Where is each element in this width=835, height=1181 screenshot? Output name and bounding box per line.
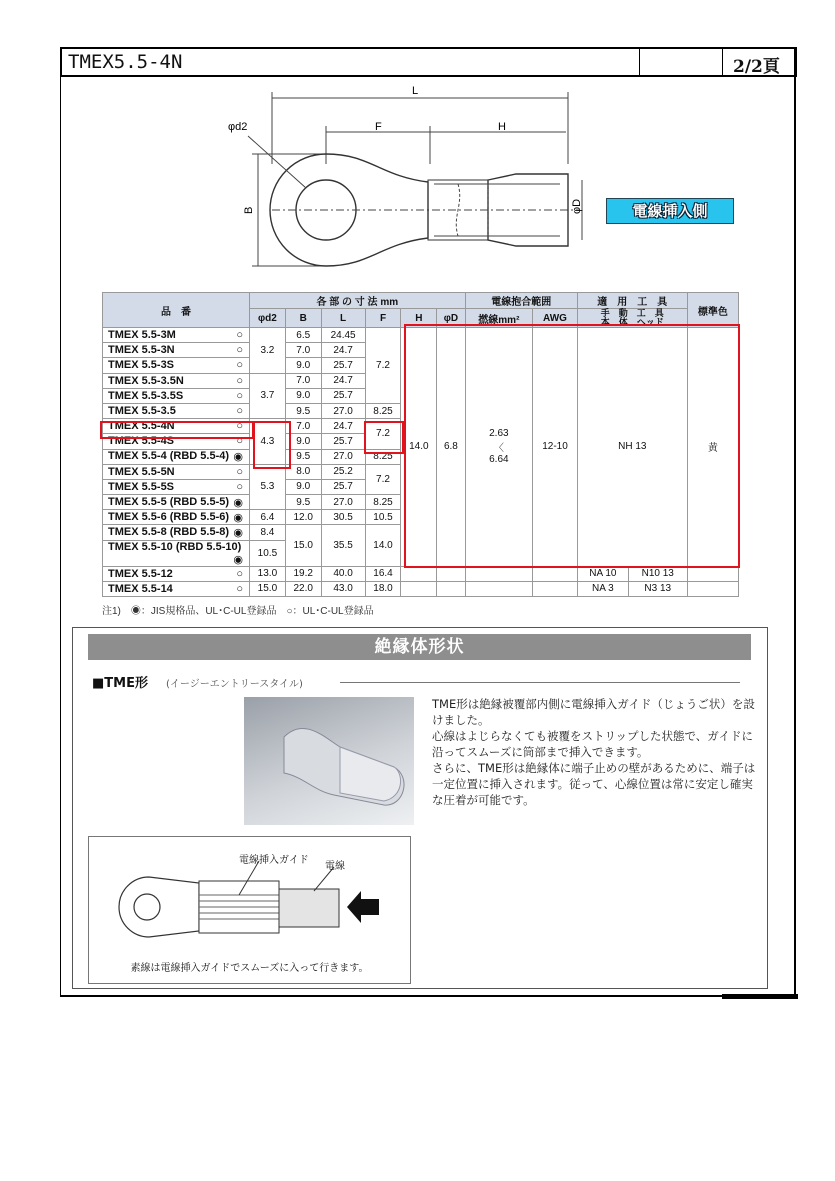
part-number-cell: TMEX 5.5-3.5N ○ <box>103 373 250 388</box>
description-paragraph: さらに、TME形は絶縁体に端子止めの壁があるために、端子は一定位置に挿入されます。従って、心線位置は常に安定し確実な圧着が可能です。 <box>432 761 756 807</box>
label-H: H <box>498 121 506 133</box>
description <box>432 696 756 808</box>
highlight-box <box>404 324 740 568</box>
cell: 15.0 <box>250 581 286 596</box>
col-d: φD <box>437 309 465 328</box>
mark-icon: ○ <box>236 329 243 342</box>
terminal-drawing <box>220 84 750 274</box>
cell: 8.0 <box>285 464 321 479</box>
cell: 黄 <box>687 328 738 567</box>
cell: 9.0 <box>285 434 321 449</box>
col-tool: 適 用 工 具 <box>577 293 687 309</box>
cell: 9.5 <box>285 403 321 418</box>
mark-icon: ○ <box>236 465 243 478</box>
cell: 4.3 <box>250 419 286 465</box>
cell: 25.7 <box>321 358 365 373</box>
part-number-cell: TMEX 5.5-4 (RBD 5.5-4) ◉ <box>103 449 250 464</box>
mark-icon: ◉ <box>233 511 243 524</box>
cell <box>687 566 738 581</box>
cell: 7.2 <box>365 419 401 449</box>
mark-icon: ○ <box>236 567 243 580</box>
table-row <box>103 566 739 581</box>
cell: 8.4 <box>250 525 286 540</box>
cell: 19.2 <box>285 566 321 581</box>
guide-label: 電線挿入ガイド <box>239 855 309 866</box>
col-wire-range: 電線抱合範囲 <box>465 293 577 309</box>
section-subtitle: ■TME形 <box>92 676 148 691</box>
col-part-number: 品 番 <box>103 293 250 328</box>
cell: 3.7 <box>250 373 286 419</box>
cell <box>401 566 437 581</box>
cell: 25.2 <box>321 464 365 479</box>
highlight-box <box>253 421 291 469</box>
cell: 22.0 <box>285 581 321 596</box>
cell: 15.0 <box>285 525 321 566</box>
mark-icon: ○ <box>236 480 243 493</box>
figure-caption: 素線は電線挿入ガイドでスムーズに入って行きます。 <box>130 963 369 974</box>
cell <box>437 581 465 596</box>
cell: 6.5 <box>285 328 321 343</box>
product-photo <box>244 697 414 825</box>
cell: 43.0 <box>321 581 365 596</box>
cell <box>533 581 578 596</box>
col-dimensions: 各 部 の 寸 法 mm <box>250 293 466 309</box>
divider <box>639 49 640 75</box>
col-b: B <box>285 309 321 328</box>
cell <box>533 566 578 581</box>
part-number-cell: TMEX 5.5-12 ○ <box>103 566 250 581</box>
mark-icon: ○ <box>236 435 243 448</box>
mark-icon: ◉ <box>233 527 243 540</box>
cell: N10 13 <box>628 566 687 581</box>
cell: 25.7 <box>321 388 365 403</box>
cell: 12.0 <box>285 510 321 525</box>
col-h: H <box>401 309 437 328</box>
part-number-cell: TMEX 5.5-4N ○ <box>103 419 250 434</box>
cell: 24.7 <box>321 343 365 358</box>
highlight-box <box>100 421 254 439</box>
cell: 9.0 <box>285 358 321 373</box>
cell: 27.0 <box>321 403 365 418</box>
part-number-cell: TMEX 5.5-5 (RBD 5.5-5) ◉ <box>103 495 250 510</box>
cell <box>401 581 437 596</box>
cell: 25.7 <box>321 479 365 494</box>
terminal-photo-icon <box>244 697 414 825</box>
cell: 8.25 <box>365 449 401 464</box>
col-awg: AWG <box>533 309 578 328</box>
cell: 7.0 <box>285 373 321 388</box>
wire-insertion-side-tag: 電線挿入側 <box>606 198 734 224</box>
cell: 9.0 <box>285 388 321 403</box>
cell: 24.7 <box>321 373 365 388</box>
part-number-cell: TMEX 5.5-3.5S ○ <box>103 388 250 403</box>
cell: 14.0 <box>401 328 437 567</box>
divider <box>722 49 723 75</box>
part-number-cell: TMEX 5.5-14 ○ <box>103 581 250 596</box>
mark-icon: ○ <box>236 344 243 357</box>
cell <box>465 581 533 596</box>
mark-icon: ○ <box>236 420 243 433</box>
cell: N3 13 <box>628 581 687 596</box>
cell: 6.4 <box>250 510 286 525</box>
cell: 16.4 <box>365 566 401 581</box>
part-number-cell: TMEX 5.5-4S ○ <box>103 434 250 449</box>
label-B: B <box>243 206 255 214</box>
description-paragraph: 心線はよじらなくても被覆をストリップした状態で、ガイドに沿ってスムーズに筒部まで挿入できます。 <box>432 729 753 759</box>
insertion-figure <box>88 836 411 984</box>
cell: 9.5 <box>285 495 321 510</box>
mark-icon: ◉ <box>233 496 243 509</box>
mark-icon: ◉ <box>233 451 243 464</box>
wire-label: 電線 <box>325 861 345 872</box>
part-number-cell: TMEX 5.5-5S ○ <box>103 479 250 494</box>
mark-icon: ○ <box>236 405 243 418</box>
cell: 18.0 <box>365 581 401 596</box>
description-paragraph: TME形は絶縁被覆部内側に電線挿入ガイド（じょうご状）を設けました。 <box>432 697 755 727</box>
label-D: φD <box>571 198 583 214</box>
cell: 7.2 <box>365 464 401 494</box>
cell: 25.7 <box>321 434 365 449</box>
page-title: TMEX5.5-4N <box>68 51 183 73</box>
footnote: 注1) ◉：JIS規格品、UL･C-UL登録品 ○：UL･C-UL登録品 <box>102 606 374 617</box>
table-row <box>103 581 739 596</box>
mark-icon: ○ <box>236 359 243 372</box>
cell: 14.0 <box>365 525 401 566</box>
mark-icon: ◉ <box>233 553 243 566</box>
cell: 24.7 <box>321 419 365 434</box>
mark-icon: ○ <box>236 389 243 402</box>
cell: 10.5 <box>250 540 286 566</box>
cell: 12-10 <box>533 328 578 567</box>
col-color: 標準色 <box>687 293 738 328</box>
title-bar <box>60 47 797 77</box>
part-number-cell: TMEX 5.5-10 (RBD 5.5-10) ◉ <box>103 540 250 566</box>
cell: 8.25 <box>365 495 401 510</box>
cell <box>465 566 533 581</box>
cell: 6.8 <box>437 328 465 567</box>
cell: 40.0 <box>321 566 365 581</box>
cell <box>437 566 465 581</box>
part-number-cell: TMEX 5.5-8 (RBD 5.5-8) ◉ <box>103 525 250 540</box>
cell: 27.0 <box>321 495 365 510</box>
part-number-cell: TMEX 5.5-3.5 ○ <box>103 403 250 418</box>
tool-body-label: 手 動 工 具 <box>600 308 664 318</box>
section-banner: 絶縁体形状 <box>88 634 751 660</box>
cell: 9.5 <box>285 449 321 464</box>
cell: 35.5 <box>321 525 365 566</box>
cell: 7.0 <box>285 419 321 434</box>
bottom-bar <box>722 994 798 999</box>
label-L: L <box>412 85 419 97</box>
divider <box>340 682 740 683</box>
part-number-cell: TMEX 5.5-3S ○ <box>103 358 250 373</box>
cell: 7.0 <box>285 343 321 358</box>
cell: 24.45 <box>321 328 365 343</box>
cell: 13.0 <box>250 566 286 581</box>
cell: 5.3 <box>250 464 286 510</box>
tool-sub2-label: ヘッド <box>636 317 664 327</box>
cell: 8.25 <box>365 403 401 418</box>
cell: NH 13 <box>577 328 687 567</box>
cell: 7.2 <box>365 328 401 404</box>
cell <box>687 581 738 596</box>
col-l: L <box>321 309 365 328</box>
tool-sub1-label: 本 体 <box>600 317 628 327</box>
cell: NA 10 <box>577 566 628 581</box>
cell: 3.2 <box>250 328 286 374</box>
cell: 2.63 〈 6.64 <box>465 328 533 567</box>
highlight-box <box>364 421 404 454</box>
cell: 9.0 <box>285 479 321 494</box>
col-d2: φd2 <box>250 309 286 328</box>
col-mm2: 撚線mm² <box>465 309 533 328</box>
col-f: F <box>365 309 401 328</box>
cell: NA 3 <box>577 581 628 596</box>
section-subtitle-note: (イージーエントリースタイル) <box>166 679 303 690</box>
page-number: 2/2頁 <box>733 57 780 77</box>
mark-icon: ○ <box>236 582 243 595</box>
part-number-cell: TMEX 5.5-5N ○ <box>103 464 250 479</box>
part-number-cell: TMEX 5.5-3M ○ <box>103 328 250 343</box>
mark-icon: ○ <box>236 374 243 387</box>
label-d2: φd2 <box>228 121 248 133</box>
cell: 30.5 <box>321 510 365 525</box>
part-number-cell: TMEX 5.5-6 (RBD 5.5-6) ◉ <box>103 510 250 525</box>
cell: 10.5 <box>365 510 401 525</box>
cell: 27.0 <box>321 449 365 464</box>
label-F: F <box>375 121 382 133</box>
part-number-cell: TMEX 5.5-3N ○ <box>103 343 250 358</box>
